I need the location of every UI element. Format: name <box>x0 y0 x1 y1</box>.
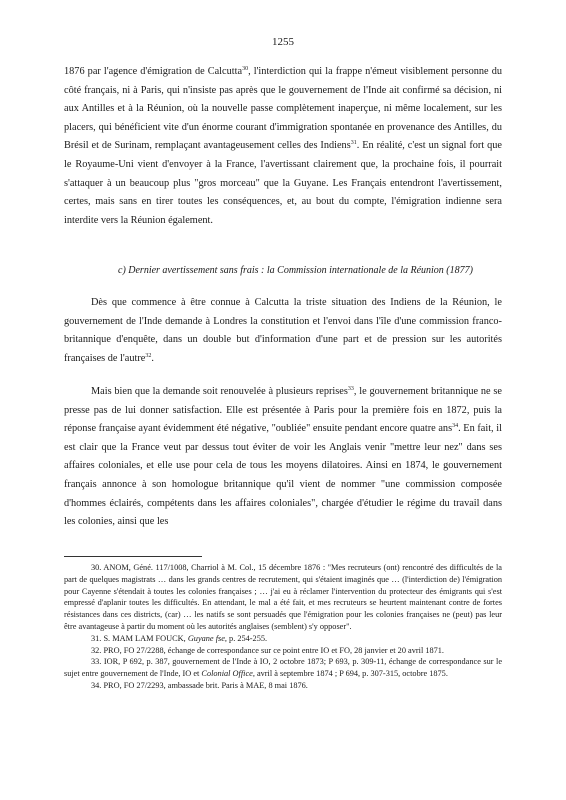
body-paragraph <box>64 383 502 532</box>
paragraph-text: Dès que commence à être connue à Calcutta la triste situation des Indiens de la Réunion, le gouvernement de l'Inde demande à Londres la constitution et l'envoi dans l'île d'une commission franco-britannique d'enquête, dans un double but d'information d'une part et de pression sur les autorités françaises de l'autre <box>64 297 502 364</box>
footnote-32: 32. PRO, FO 27/2288, échange de correspondance sur ce point entre IO et FO, 28 janvier et 20 avril 1871. <box>91 645 444 655</box>
section-heading: c) Dernier avertissement sans frais : la Commission internationale de la Réunion (1877) <box>118 265 473 276</box>
paragraph-text: . En réalité, c'est un signal fort que le Royaume-Uni vient d'envoyer à la France, l'avertissant clairement que, la prochaine fois, il pourrait s'attaquer à un beaucoup plus "gros morceau" que la Guyane. Les Français entendront l'avertissement, certes, mais sans en tirer toutes les conséquences, et, au bout du compte, l'émigration indienne sera interdite vers la Réunion également. <box>64 140 502 226</box>
paragraph-text: Mais bien que la demande soit renouvelée à plusieurs reprises <box>91 386 348 397</box>
paragraph-text: 1876 par l'agence d'émigration de Calcutta <box>64 66 243 77</box>
footnote-title: Guyane fse <box>187 633 225 643</box>
body-paragraph <box>64 294 502 368</box>
footnote-ref: 31 <box>350 140 357 147</box>
footnote-text: , avril à septembre 1874 ; P 694, p. 307-315, octobre 1875. <box>252 669 448 679</box>
footnote-separator <box>64 556 202 557</box>
footnote-ref: 32 <box>145 352 152 359</box>
footnote-ref: 34 <box>452 423 459 430</box>
footnote-title: Colonial Office <box>201 669 253 679</box>
footnote-31 <box>64 633 502 645</box>
footnote-ref: 33 <box>347 386 354 392</box>
footnote-text: 31. S. MAM LAM FOUCK, <box>91 633 188 643</box>
footnote-text: 33. IOR, P 692, p. 387, gouvernement de l'Inde à IO, 2 octobre 1873; P 693, p. 309-11, échange de correspondance sur le sujet entre gouvernement de l'Inde, IO et <box>64 657 502 679</box>
footnote-34: 34. PRO, FO 27/2293, ambassade brit. Paris à MAE, 8 mai 1876. <box>91 680 308 690</box>
paragraph-text: . En fait, il est clair que la France veut par dessus tout éviter de voir les Anglais venir "mettre leur nez" dans ses affaires coloniales, et elle use pour cela de tous les moyens dilatoires. Ainsi en 1874, le gouvernement français annonce à son homologue britannique qu'il vient de nommer "une commission composée d'hommes éclairés, compétents dans les affaires coloniales", chargée d'étudier le régime du travail dans les colonies, ainsi que les <box>64 423 502 528</box>
body-paragraph <box>64 63 502 230</box>
footnote-ref: 30 <box>242 66 249 72</box>
paragraph-text: , l'interdiction qui la frappe n'émeut visiblement personne du côté français, ni à Paris, qui n'insiste pas après que le gouvernement de l'Inde ait confirmé sa décision, ni aux Antilles et à la Réunion, où la nouvelle passe complètement inaperçue, ni même localement, sur les placers, qui bénéficient vite d'un énorme courant d'immigration spontanée en provenance des Antilles, du Brésil et de Surinam, remplaçant avantageusement celles des Indiens <box>64 66 502 152</box>
paragraph-text: , le gouvernement britannique ne se presse pas de lui donner satisfaction. Elle est présentée à Paris pour la première fois en 1872, puis la réponse française ayant évidemment été négative, "oubliée" ensuite pendant encore quatre ans <box>64 386 502 435</box>
footnote-text: , p. 254-255. <box>224 633 268 643</box>
paragraph-text: . <box>151 352 154 364</box>
footnote-30: 30. ANOM, Géné. 117/1008, Charriol à M. Col., 15 décembre 1876 : "Mes recruteurs (ont) rencontré des difficultés de la part de quelques magistrats … dans les grands centres de recrutement, qui s'étaient imaginés que … (l'interdiction de) l'émigration pour Cayenne s'étendait à toutes les colonies françaises ; … j'ai eu à réclamer l'intervention du protecteur des émigrants qui s'est empressé d'aplanir toutes les difficultés. En attendant, le mal a été fait, et mes recruteurs se heurtent maintenant contre de fortes résistances dans ces districts, (car) … les natifs se sont persuadés que l'émigration pour les colonies françaises ne (peut) pas leur être avantageuse à partir du moment où les autorités anglaises (semblent) s'y opposer". <box>64 563 502 631</box>
footnote-33 <box>64 656 502 680</box>
page-number: 1255 <box>272 36 294 48</box>
footnotes <box>64 562 502 692</box>
